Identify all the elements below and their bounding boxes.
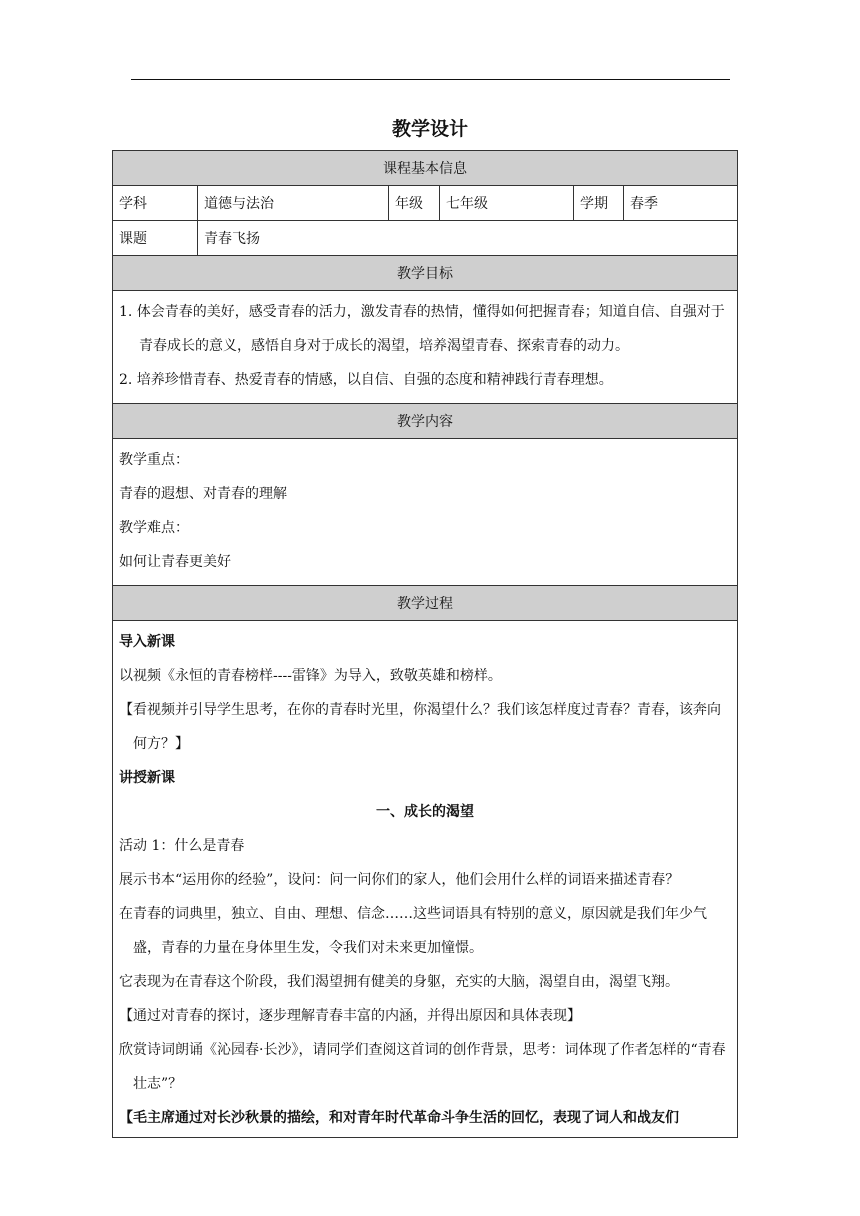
intro-heading: 导入新课 xyxy=(119,634,175,650)
paragraph-3: 它表现为在青春这个阶段，我们渴望拥有健美的身躯，充实的大脑，渴望自由，渴望飞翔。 xyxy=(119,974,679,990)
topic-value: 青春飞扬 xyxy=(198,221,738,256)
objective-item: 1. 体会青春的美好，感受青春的活力，激发青春的热情，懂得如何把握青春；知道自信、自强对于青春成长的意义，感悟自身对于成长的渴望，培养渴望青春、探索青春的动力。 xyxy=(119,304,725,354)
difficulty-text: 如何让青春更美好 xyxy=(119,554,231,570)
objectives-row xyxy=(113,291,738,404)
activity-one: 活动 1：什么是青春 xyxy=(119,838,245,854)
objective-item: 2. 培养珍惜青春、热爱青春的情感，以自信、自强的态度和精神践行青春理想。 xyxy=(119,372,613,388)
paragraph-2: 在青春的词典里，独立、自由、理想、信念……这些词语具有特别的意义，原因就是我们年少气盛，青春的力量在身体里生发，令我们对未来更加憧憬。 xyxy=(119,906,707,956)
section-header-basic-info: 课程基本信息 xyxy=(113,151,738,186)
content-cell xyxy=(113,439,738,586)
process-row xyxy=(113,621,738,1138)
teach-heading: 讲授新课 xyxy=(119,770,175,786)
subject-value: 道德与法治 xyxy=(198,186,389,221)
lesson-plan-table xyxy=(112,150,738,1138)
objectives-cell xyxy=(113,291,738,404)
content-row xyxy=(113,439,738,586)
note-1: 【通过对青春的探讨，逐步理解青春丰富的内涵，并得出原因和具体表现】 xyxy=(119,1008,581,1024)
note-2: 【毛主席通过对长沙秋景的描绘，和对青年时代革命斗争生活的回忆，表现了词人和战友们 xyxy=(119,1110,679,1126)
section-header-objectives: 教学目标 xyxy=(113,256,738,291)
intro-note: 【看视频并引导学生思考，在你的青春时光里，你渴望什么？我们该怎样度过青春？青春，该奔向何方？】 xyxy=(119,702,721,752)
part-one-title: 一、成长的渴望 xyxy=(376,804,475,820)
info-row-2 xyxy=(113,221,738,256)
document-title: 教学设计 xyxy=(391,118,468,140)
info-row-1 xyxy=(113,186,738,221)
topic-label: 课题 xyxy=(113,221,198,256)
difficulty-label: 教学难点： xyxy=(119,520,189,536)
subject-label: 学科 xyxy=(113,186,198,221)
key-point-label: 教学重点： xyxy=(119,452,189,468)
term-label: 学期 xyxy=(574,186,624,221)
paragraph-4: 欣赏诗词朗诵《沁园春·长沙》，请同学们查阅这首词的创作背景，思考：词体现了作者怎样的“青春壮志”？ xyxy=(119,1042,726,1092)
term-value: 春季 xyxy=(624,186,738,221)
paragraph-1: 展示书本“运用你的经验”，设问：问一问你们的家人，他们会用什么样的词语来描述青春？ xyxy=(119,872,680,888)
header-rule xyxy=(131,79,730,80)
intro-text: 以视频《永恒的青春榜样----雷锋》为导入，致敬英雄和榜样。 xyxy=(119,668,502,684)
grade-label: 年级 xyxy=(389,186,440,221)
grade-value: 七年级 xyxy=(440,186,574,221)
section-header-content: 教学内容 xyxy=(113,404,738,439)
section-header-process: 教学过程 xyxy=(113,586,738,621)
process-cell xyxy=(113,621,738,1138)
key-point-text: 青春的遐想、对青春的理解 xyxy=(119,486,287,502)
